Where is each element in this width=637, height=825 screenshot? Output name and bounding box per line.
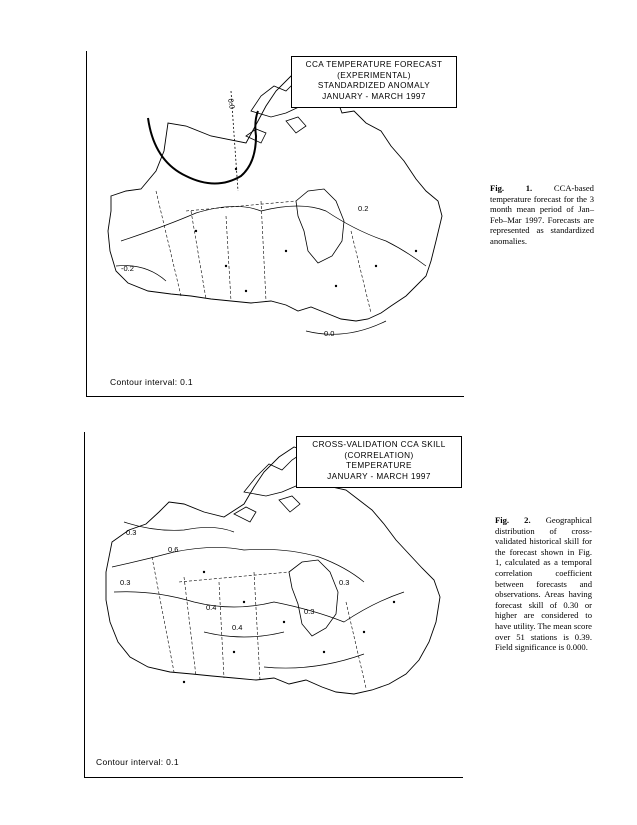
contour-line xyxy=(124,522,234,532)
province-borders xyxy=(152,557,366,688)
contour-line xyxy=(114,592,404,622)
figure-2-legend xyxy=(296,436,462,488)
contour-label: 0.3 xyxy=(120,578,131,587)
figure-2-caption xyxy=(495,515,592,653)
legend-line: JANUARY - MARCH 1997 xyxy=(327,471,431,481)
contour-label: 0.0 xyxy=(324,329,335,338)
contour-line xyxy=(306,321,386,334)
figure-2-caption-label: Fig. 2. xyxy=(495,515,531,525)
hudson-bay xyxy=(289,560,338,636)
hudson-bay xyxy=(296,189,344,263)
contour-label: 0.2 xyxy=(358,204,369,213)
contour-line xyxy=(112,547,364,582)
legend-line: TEMPERATURE xyxy=(346,461,412,470)
legend-line: (CORRELATION) xyxy=(344,450,414,460)
contour-label: -0.2 xyxy=(121,264,134,273)
station-markers xyxy=(183,571,395,683)
contour-label: 0.3 xyxy=(304,607,315,616)
figure-1-caption xyxy=(490,183,594,247)
contour-label: 0.6 xyxy=(168,545,179,554)
contour-label: 0.4 xyxy=(232,623,243,632)
figure-1-contour-interval: Contour interval: 0.1 xyxy=(110,377,193,387)
contour-label: 0.4 xyxy=(206,603,217,612)
contour-label: 0.3 xyxy=(126,528,137,537)
legend-line: JANUARY - MARCH 1997 xyxy=(322,91,426,101)
legend-line: CROSS-VALIDATION CCA SKILL xyxy=(312,440,446,449)
figure-2-contour-interval: Contour interval: 0.1 xyxy=(96,757,179,767)
contour-line xyxy=(204,632,284,637)
contour-label: 0.3 xyxy=(339,578,350,587)
station-markers xyxy=(195,168,417,292)
legend-line: STANDARDIZED ANOMALY xyxy=(317,81,431,90)
legend-line: CCA TEMPERATURE FORECAST xyxy=(305,60,443,69)
figure-1-legend xyxy=(291,56,457,108)
figure-2-caption-text: Geographical distribution of cross-validated historical skill for the forecast shown in Fig. 1, calculated as a temporal correlation coefficient between forecasts and observations. Areas having forecast skill of 0.30 or higher are considered to have utility. The mean score over 51 stations is 0.39. Field significance is 0.000. xyxy=(495,515,592,653)
province-borders xyxy=(156,191,371,313)
legend-line: (EXPERIMENTAL) xyxy=(337,70,411,80)
figure-1-caption-text: CCA-based temperature forecast for the 3 month mean period of Jan–Feb–Mar 1997. Forecasts are represented as standardized anomalies. xyxy=(490,183,594,246)
contour-label: 0.0 xyxy=(226,97,237,110)
figure-1-caption-label: Fig. 1. xyxy=(490,183,533,193)
contour-line xyxy=(264,654,364,668)
